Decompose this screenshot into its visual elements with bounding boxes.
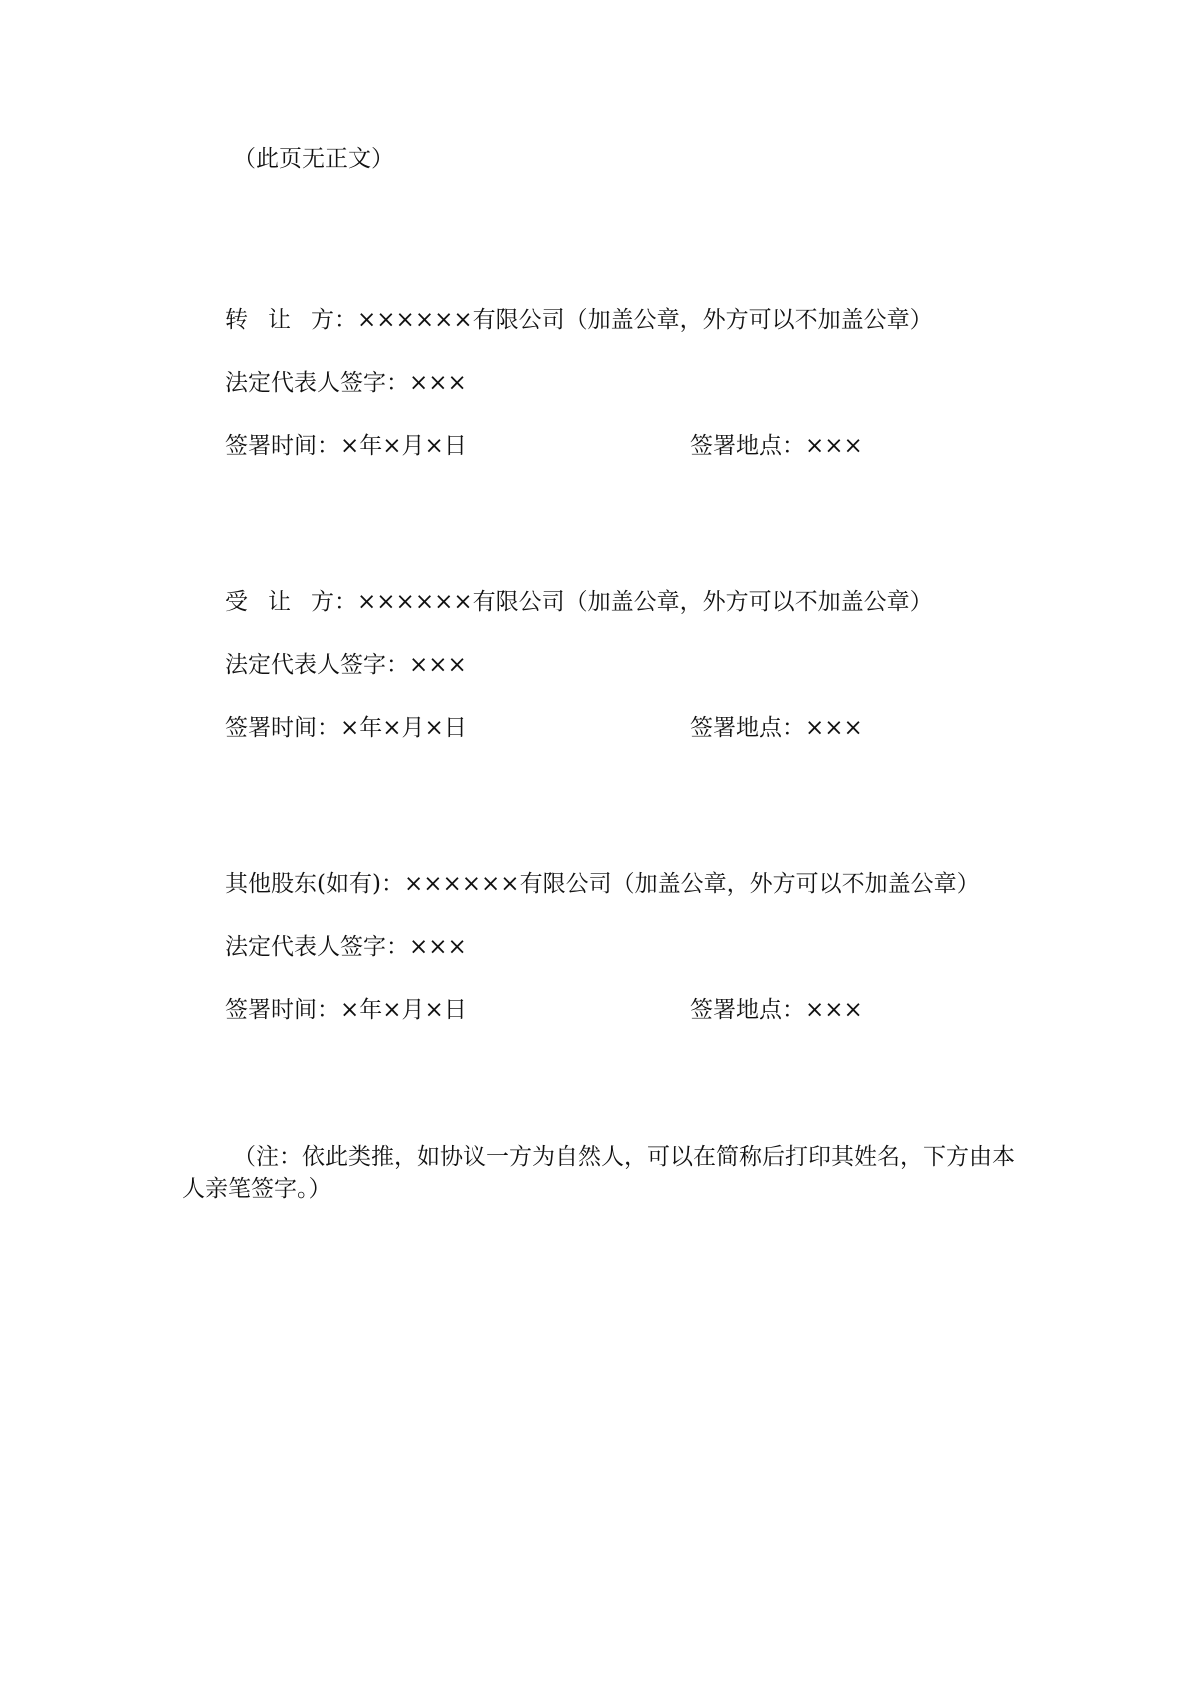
transferor-rep-signature: 法定代表人签字：××× [225,370,467,396]
note-line-1: （注：依此类推，如协议一方为自然人，可以在简称后打印其姓名，下方由本 [233,1144,1015,1170]
other-shareholders-party-line [225,873,980,896]
transferor-sign-place: 签署地点：××× [690,433,863,459]
transferee-party-name: ××××××有限公司（加盖公章，外方可以不加盖公章） [357,589,933,615]
transferee-label-char-1: 受 [225,589,248,615]
no-text-notice: （此页无正文） [233,146,394,172]
transferor-label-char-1: 转 [225,307,248,333]
transferor-sign-time: 签署时间：×年×月×日 [225,433,467,459]
note-line-2: 人亲笔签字。） [182,1176,332,1202]
transferor-party-name: ××××××有限公司（加盖公章，外方可以不加盖公章） [357,307,933,333]
other-shareholders-party-name: ××××××有限公司（加盖公章，外方可以不加盖公章） [403,871,980,897]
other-shareholders-label: 其他股东(如有)： [225,871,404,897]
transferor-label-char-3: 方 [311,307,334,333]
transferee-label-colon: ： [334,589,357,615]
transferee-rep-signature: 法定代表人签字：××× [225,652,467,678]
transferee-label-char-3: 方 [311,589,334,615]
transferor-label-char-2: 让 [268,307,291,333]
other-shareholders-sign-place: 签署地点：××× [690,997,863,1023]
transferee-party-line [225,591,933,614]
other-shareholders-sign-time: 签署时间：×年×月×日 [225,997,467,1023]
transferee-label-char-2: 让 [268,589,291,615]
other-shareholders-rep-signature: 法定代表人签字：××× [225,934,467,960]
transferee-sign-place: 签署地点：××× [690,715,863,741]
transferee-sign-time: 签署时间：×年×月×日 [225,715,467,741]
transferor-label-colon: ： [334,307,357,333]
transferor-party-line [225,309,933,332]
